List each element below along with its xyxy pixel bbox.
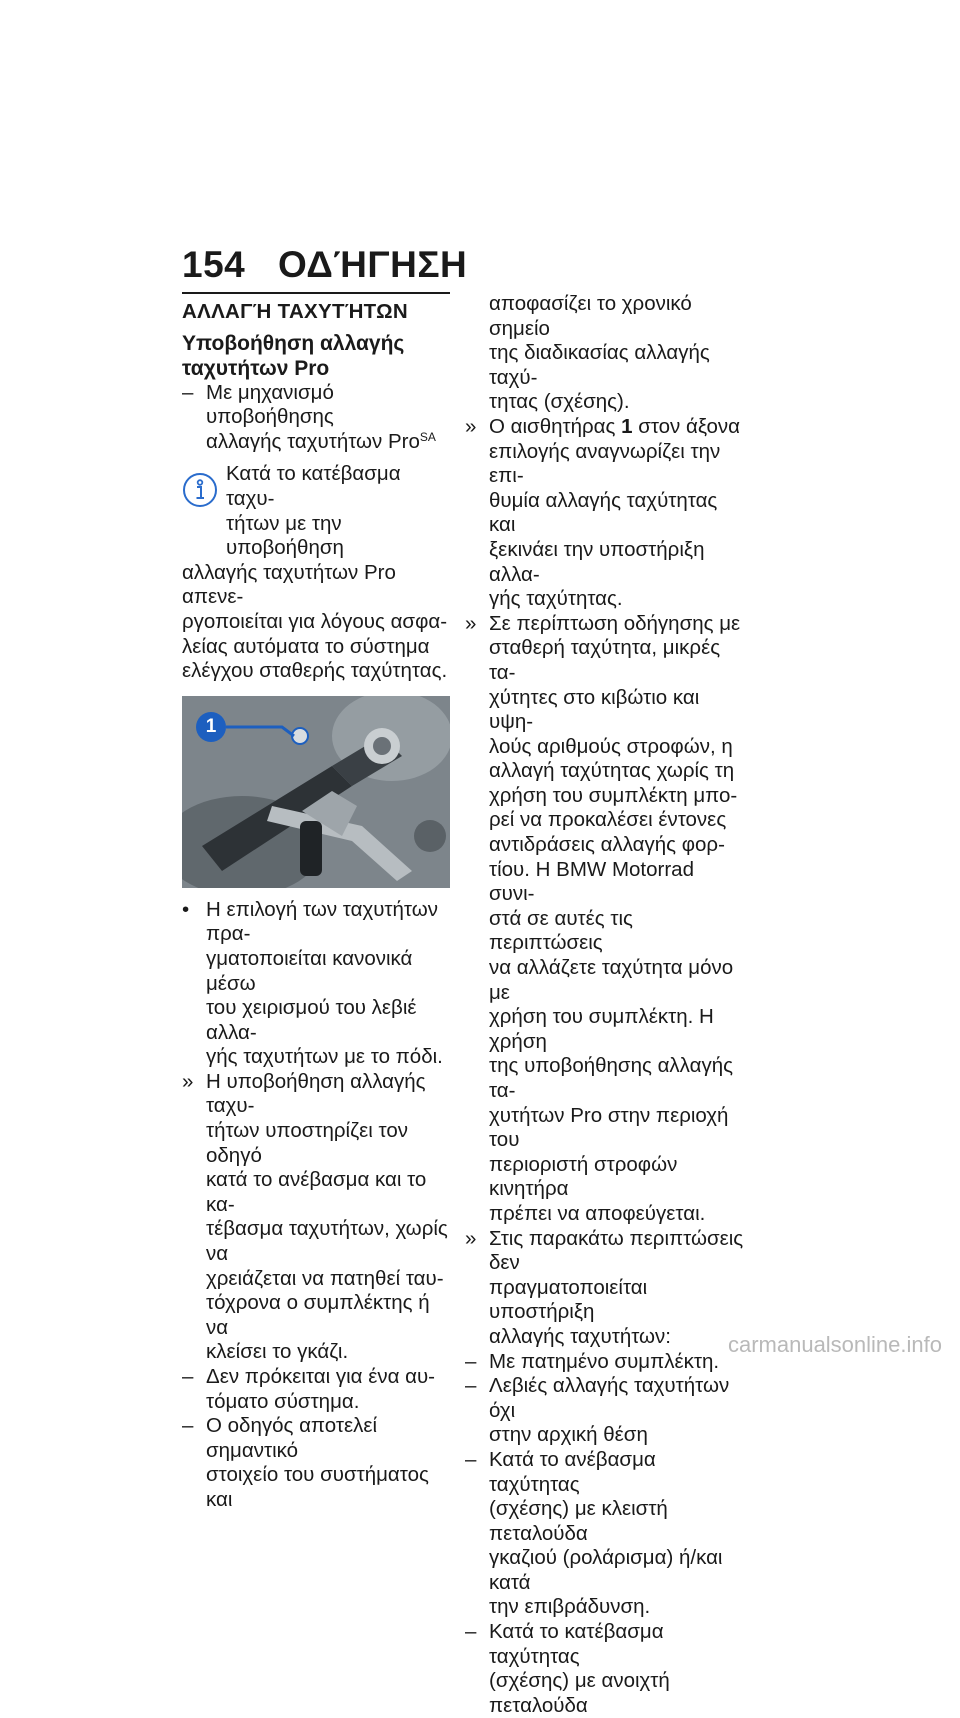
- dash-item: [465, 1620, 745, 1718]
- text-line: επιλογής αναγνωρίζει την επι-: [489, 439, 721, 488]
- text-line: τητας (σχέσης).: [489, 390, 630, 414]
- dash-item: [182, 381, 450, 455]
- result-marker: »: [465, 1226, 477, 1250]
- text-line: τόχρονα ο συμπλέκτης ή να: [206, 1291, 430, 1339]
- text-line: στά σε αυτές τις περιπτώσεις: [489, 906, 633, 955]
- text-line: αντιδράσεις αλλαγής φορ-: [489, 833, 725, 857]
- dash-marker: –: [465, 1447, 477, 1471]
- text-line: Κατά το ανέβασμα ταχύτητας: [489, 1447, 656, 1496]
- text-line: Ο αισθητήρας 1 στον άξονα: [489, 414, 740, 438]
- text-line: πρέπει να αποφεύγεται.: [489, 1201, 706, 1225]
- sa-superscript: SA: [419, 429, 436, 444]
- note-line: λείας αυτόματα το σύστημα: [182, 634, 430, 658]
- text-line: Σε περίπτωση οδήγησης με: [489, 611, 741, 635]
- result-item: [465, 1227, 745, 1350]
- text-line: αλλαγής ταχυτήτων:: [489, 1324, 672, 1348]
- text-line: Η επιλογή των ταχυτήτων πρα-: [206, 897, 438, 946]
- text-line: αλλαγής ταχυτήτων Pro$^{SA}$: [206, 429, 436, 453]
- text-line: Κατά το κατέβασμα ταχύτητας: [489, 1620, 664, 1668]
- text-line: της διαδικασίας αλλαγής ταχύ-: [489, 341, 710, 389]
- bullet-marker: •: [182, 897, 190, 921]
- text-line: ρεί να προκαλέσει έντονες: [489, 808, 727, 832]
- text-line: γκαζιού (ρολάρισμα) ή/και κατά: [489, 1546, 723, 1594]
- text-line: χρειάζεται να πατηθεί ταυ-: [206, 1266, 444, 1290]
- callout-1: 1: [196, 712, 226, 742]
- note-line: ελέγχου σταθερής ταχύτητας.: [182, 659, 448, 683]
- text-line: Δεν πρόκειται για ένα αυ-: [206, 1365, 436, 1388]
- text-line: (σχέσης) με ανοιχτή πεταλούδα: [489, 1669, 670, 1717]
- result-marker: »: [465, 414, 477, 438]
- dash-marker: –: [182, 1414, 194, 1438]
- text-line: λούς αριθμούς στροφών, η: [489, 734, 733, 758]
- text-line: τέβασμα ταχυτήτων, χωρίς να: [206, 1217, 448, 1266]
- text-line: γής ταχύτητας.: [489, 587, 623, 611]
- text-line: αλλαγή ταχύτητας χωρίς τη: [489, 759, 735, 783]
- text-line: στοιχείο του συστήματος και: [206, 1463, 429, 1511]
- right-column: [465, 292, 745, 1718]
- dash-item: [465, 1374, 745, 1448]
- info-note: [182, 462, 450, 683]
- dash-marker: –: [465, 1349, 477, 1373]
- dash-item: [182, 1365, 450, 1414]
- text-line: (σχέσης) με κλειστή πεταλούδα: [489, 1497, 668, 1545]
- dash-marker: –: [182, 380, 194, 404]
- subheading: [182, 331, 450, 381]
- note-line: τήτων με την υποβοήθηση: [226, 511, 344, 560]
- text-line: χύτητες στο κιβώτιο και υψη-: [489, 685, 700, 734]
- text-line: χυτήτων Pro στην περιοχή του: [489, 1103, 729, 1152]
- subheading-line: ταχυτήτων Pro: [182, 356, 330, 380]
- section-title: ΑΛΛΑΓΉ ΤΑΧΥΤΉΤΩΝ: [182, 300, 408, 323]
- chapter-title: ΟΔΉΓΗΣΗ: [278, 244, 468, 285]
- text-line: Η υποβοήθηση αλλαγής ταχυ-: [206, 1069, 426, 1118]
- text-line: Με πατημένο συμπλέκτη.: [489, 1349, 720, 1373]
- text-line: Στις παρακάτω περιπτώσεις δεν: [489, 1226, 744, 1275]
- info-icon: [182, 472, 218, 508]
- text-line: αποφασίζει το χρονικό σημείο: [489, 292, 692, 340]
- section-rule: [182, 292, 450, 294]
- text-line: τίου. Η BMW Motorrad συνι-: [489, 857, 694, 906]
- left-column: [182, 292, 450, 1513]
- result-item: [465, 612, 745, 1227]
- result-item: [182, 1070, 450, 1365]
- dash-item: [182, 1414, 450, 1512]
- bullet-item: [182, 898, 450, 1070]
- text-line: ξεκινάει την υποστήριξη αλλα-: [489, 537, 705, 586]
- text-line: την επιβράδυνση.: [489, 1595, 651, 1619]
- text-line: της υποβοήθησης αλλαγής τα-: [489, 1054, 733, 1102]
- text-line: σταθερή ταχύτητα, μικρές τα-: [489, 636, 721, 684]
- text-line: χρήση του συμπλέκτη. Η χρήση: [489, 1005, 714, 1053]
- page-header: [182, 244, 467, 286]
- text-line: γματοποιείται κανονικά μέσω: [206, 946, 413, 995]
- dash-marker: –: [465, 1374, 477, 1398]
- note-line: Κατά το κατέβασμα ταχυ-: [226, 462, 401, 510]
- text-line: τήτων υποστηρίζει τον οδηγό: [206, 1119, 408, 1167]
- text-line: κλείσει το γκάζι.: [206, 1340, 349, 1364]
- note-line: αλλαγής ταχυτήτων Pro απενε-: [182, 560, 396, 609]
- text-line: να αλλάζετε ταχύτητα μόνο με: [489, 956, 734, 1004]
- shift-lever-photo: [182, 696, 450, 888]
- result-marker: »: [182, 1069, 194, 1093]
- text-line: στην αρχική θέση: [489, 1423, 648, 1447]
- text-line: χρήση του συμπλέκτη μπο-: [489, 783, 738, 807]
- page-number: 154: [182, 244, 246, 285]
- subheading-line: Υποβοήθηση αλλαγής: [182, 331, 405, 355]
- text-line: πραγματοποιείται υποστήριξη: [489, 1275, 648, 1324]
- text-line: περιοριστή στροφών κινητήρα: [489, 1152, 678, 1201]
- text-line: Με μηχανισμό υποβοήθησης: [206, 380, 334, 429]
- note-line: ργοποιείται για λόγους ασφα-: [182, 609, 448, 633]
- result-marker: »: [465, 611, 477, 635]
- text-line: θυμία αλλαγής ταχύτητας και: [489, 488, 718, 537]
- text-line: Ο οδηγός αποτελεί σημαντικό: [206, 1414, 378, 1462]
- dash-marker: –: [182, 1365, 194, 1388]
- text-line: Λεβιές αλλαγής ταχυτήτων όχι: [489, 1374, 730, 1422]
- text-line: του χειρισμού του λεβιέ αλλα-: [206, 996, 417, 1044]
- watermark: carmanualsonline.info: [727, 1332, 942, 1357]
- continued-text: [465, 292, 745, 415]
- text-line: κατά το ανέβασμα και το κα-: [206, 1168, 427, 1216]
- dash-marker: –: [465, 1620, 477, 1644]
- dash-item: [465, 1448, 745, 1620]
- text-line: γής ταχυτήτων με το πόδι.: [206, 1045, 443, 1069]
- callout-reference: 1: [621, 414, 633, 438]
- result-item: [465, 415, 745, 612]
- text-line: τόματο σύστημα.: [206, 1389, 360, 1413]
